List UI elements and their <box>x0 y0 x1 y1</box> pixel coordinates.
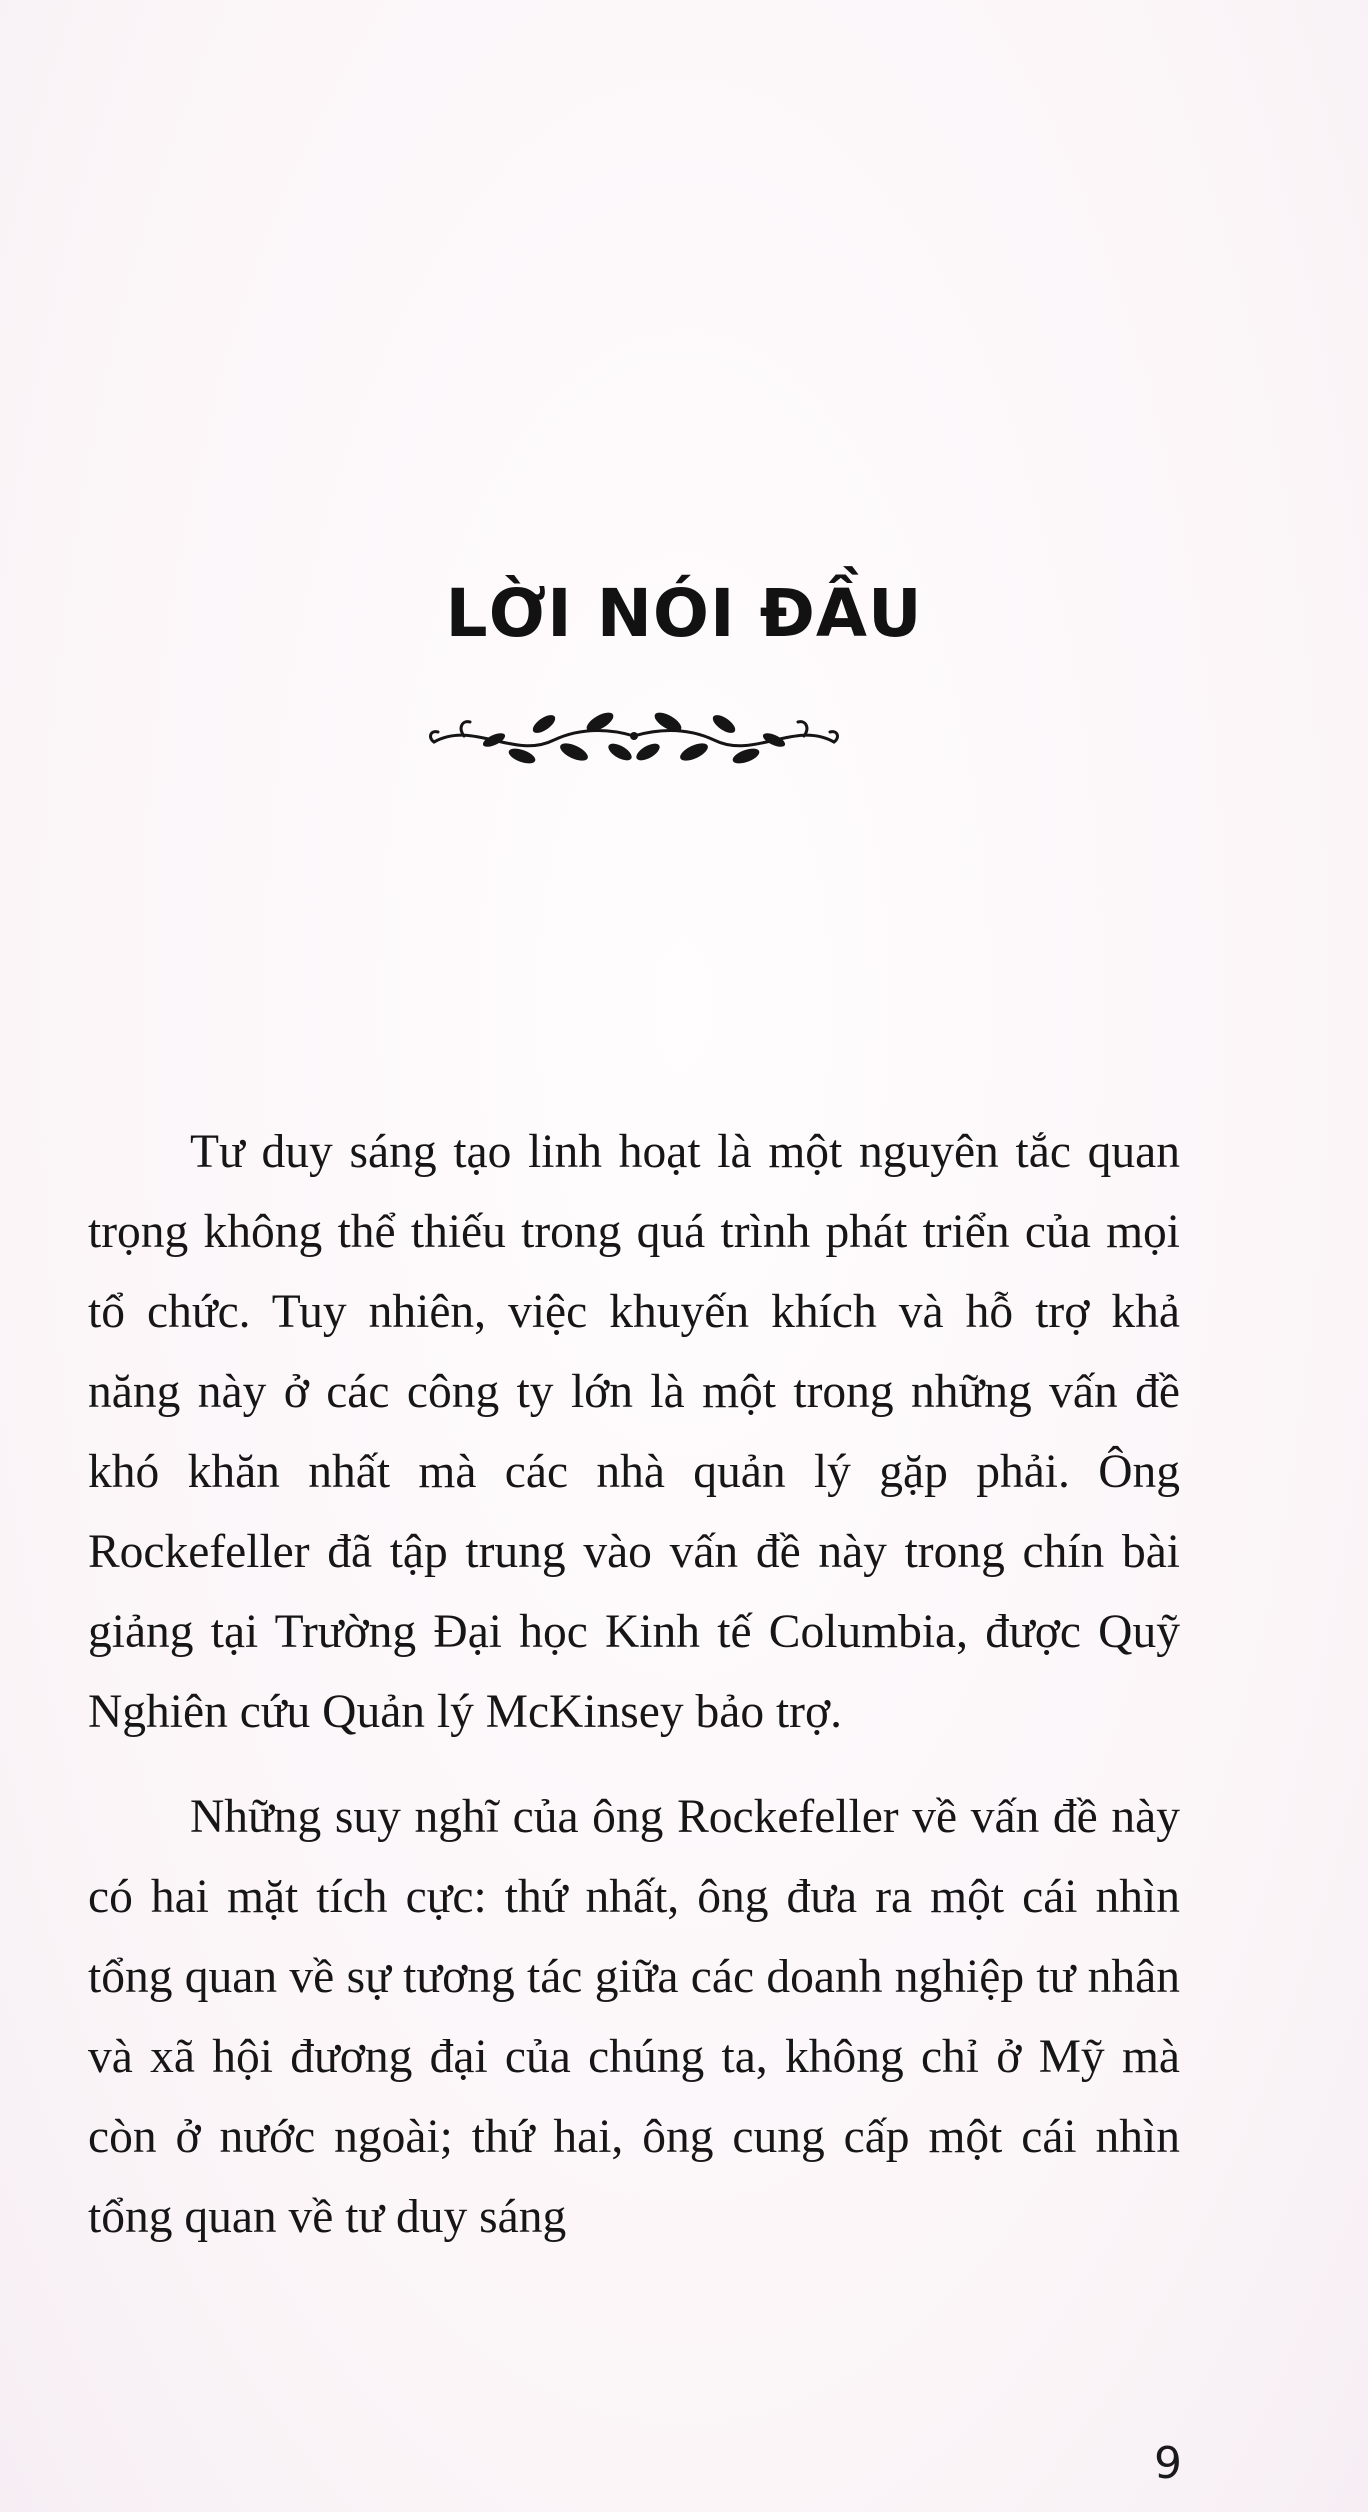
vine-flourish-icon <box>424 690 844 780</box>
paragraph-1: Tư duy sáng tạo linh hoạt là một nguyên tắc quan trọng không thể thiếu trong quá trình phát triển của mọi tổ chức. Tuy nhiên, việc khuyến khích và hỗ trợ khả năng này ở các công ty lớn là một trong những vấn đề khó khăn nhất mà các nhà quản lý gặp phải. Ông Rockefeller đã tập trung vào vấn đề này trong chín bài giảng tại Trường Đại học Kinh tế Columbia, được Quỹ Nghiên cứu Quản lý McKinsey bảo trợ. <box>88 1126 1180 1738</box>
page-number: 9 <box>1154 2438 1182 2489</box>
body-text <box>88 1112 1180 2282</box>
chapter-heading: LỜI NÓI ĐẦU <box>445 575 923 652</box>
paragraph-2: Những suy nghĩ của ông Rockefeller về vấn đề này có hai mặt tích cực: thứ nhất, ông đưa ra một cái nhìn tổng quan về sự tương tác giữa các doanh nghiệp tư nhân và xã hội đương đại của chúng ta, không chỉ ở Mỹ mà còn ở nước ngoài; thứ hai, ông cung cấp một cái nhìn tổng quan về tư duy sáng <box>88 1791 1180 2243</box>
